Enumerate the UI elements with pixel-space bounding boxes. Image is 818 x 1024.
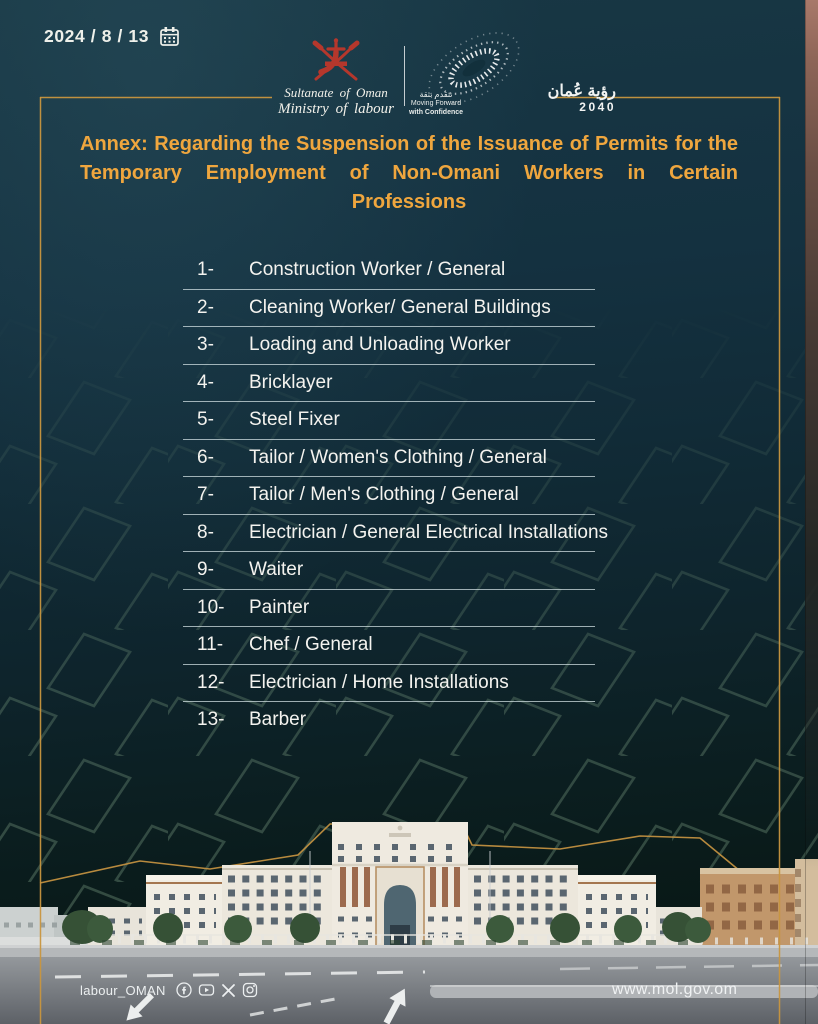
- title-line-3: Professions: [351, 191, 467, 213]
- logo-divider: [404, 46, 405, 106]
- date-text: 2024 / 8 / 13: [44, 26, 150, 46]
- profession-label: Barber: [249, 709, 307, 730]
- profession-number: 9-: [197, 559, 214, 580]
- oman-national-emblem-icon: [310, 36, 362, 86]
- profession-row: [183, 515, 609, 553]
- profession-row: [183, 552, 595, 590]
- profession-label: Construction Worker / General: [249, 259, 506, 280]
- profession-number: 11-: [197, 634, 224, 655]
- profession-label: Tailor / Men's Clothing / General: [249, 484, 519, 505]
- profession-row: [183, 477, 595, 515]
- ministry-line2: Ministry of labour: [277, 100, 394, 117]
- profession-number: 6-: [197, 446, 214, 468]
- profession-label: Chef / General: [249, 634, 373, 655]
- profession-label: Steel Fixer: [249, 409, 340, 430]
- profession-number: 10-: [197, 596, 225, 618]
- profession-row: [183, 365, 595, 403]
- x-icon: [221, 983, 236, 998]
- profession-row: [183, 440, 595, 478]
- profession-label: Bricklayer: [249, 371, 333, 393]
- instagram-icon: [242, 982, 258, 998]
- profession-number: 2-: [197, 296, 214, 318]
- profession-number: 8-: [197, 521, 214, 543]
- date-block: [44, 26, 180, 47]
- vision-year: 2040: [579, 99, 616, 114]
- website-url: www.mol.gov.om: [612, 981, 738, 998]
- facebook-icon: [176, 982, 192, 998]
- page-title: [80, 130, 738, 217]
- profession-label: Electrician / Home Installations: [249, 671, 509, 693]
- profession-label: Waiter: [249, 559, 304, 580]
- profession-row: [183, 665, 595, 703]
- profession-label: Electrician / General Electrical Installations: [249, 521, 609, 543]
- youtube-icon: [198, 982, 215, 998]
- profession-label: Loading and Unloading Worker: [249, 334, 511, 355]
- vision-2040-wordmark: [534, 84, 616, 113]
- profession-number: 3-: [197, 334, 214, 355]
- vision-2040-tagline: [407, 90, 465, 118]
- profession-row: [183, 702, 595, 739]
- profession-row: [183, 252, 595, 290]
- tagline-arabic: نتقدم بثقة: [419, 90, 453, 99]
- vision-arabic-title: رؤية عُمان: [547, 83, 616, 100]
- professions-list: [183, 252, 609, 739]
- profession-label: Tailor / Women's Clothing / General: [249, 446, 547, 468]
- social-handle: labour_OMAN: [80, 982, 166, 998]
- profession-number: 5-: [197, 409, 214, 430]
- profession-label: Cleaning Worker/ General Buildings: [249, 296, 551, 318]
- calendar-icon: [159, 26, 180, 47]
- profession-row: [183, 402, 595, 440]
- profession-number: 7-: [197, 484, 214, 505]
- profession-row: [183, 290, 595, 328]
- tagline-line1: Moving Forward: [410, 100, 462, 107]
- social-bar: [80, 982, 258, 998]
- profession-number: 4-: [197, 371, 214, 393]
- profession-number: 13-: [197, 709, 225, 730]
- title-line-2: Temporary Employment of Non-Omani Workers in Certain: [80, 162, 738, 184]
- profession-row: [183, 590, 595, 628]
- profession-number: 12-: [197, 671, 225, 693]
- ministry-logo-text: [266, 86, 406, 117]
- page-edge-strip: [805, 0, 818, 1024]
- profession-number: 1-: [197, 259, 214, 280]
- profession-row: [183, 327, 595, 365]
- profession-row: [183, 627, 595, 665]
- ministry-line1: Sultanate of Oman: [284, 85, 388, 100]
- title-line-1: Annex: Regarding the Suspension of the Issuance of Permits for the: [80, 133, 738, 155]
- tagline-line2: with Confidence: [408, 108, 464, 116]
- profession-label: Painter: [249, 596, 310, 618]
